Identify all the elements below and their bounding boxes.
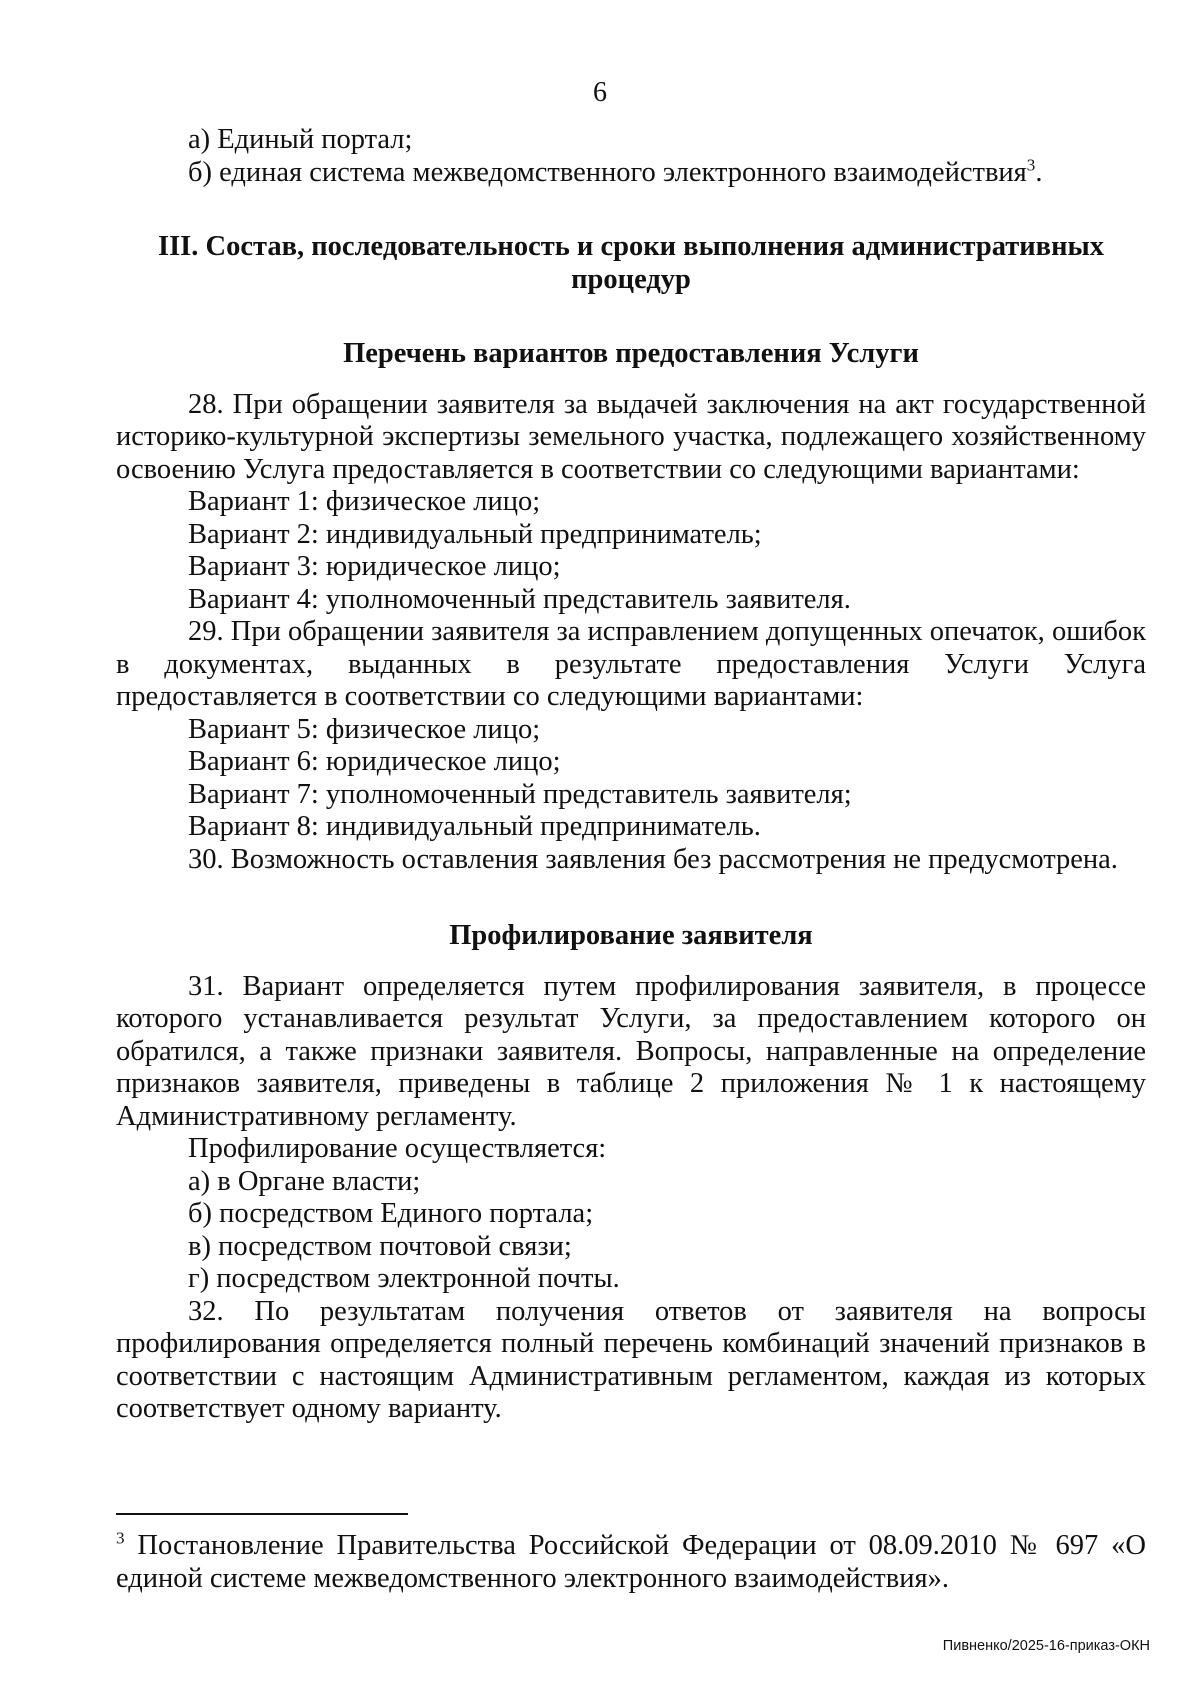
- document-stamp: Пивненко/2025-16-приказ-ОКН: [942, 1638, 1150, 1654]
- section-heading-line-2: процедур: [571, 263, 691, 295]
- variant-4: Вариант 4: уполномоченный представитель заявителя.: [188, 583, 851, 615]
- variant-8: Вариант 8: индивидуальный предприниматель.: [188, 811, 761, 842]
- paragraph-31: 31. Вариант определяется путем профилирования заявителя, в процессе которого устанавливается результат Услуги, за предоставлением которого он обратился, а также признаки заявителя. Вопросы, направленные на определение признаков заявителя, приведены в таблице 2 приложения № 1 к настоящему Административному регламенту.: [116, 970, 1146, 1132]
- variant-2: Вариант 2: индивидуальный предприниматель;: [188, 518, 762, 550]
- profiling-item-c: в) посредством почтовой связи;: [188, 1230, 572, 1262]
- list-item-a: а) Единый портал;: [188, 124, 413, 155]
- footnote-mark: 3: [116, 1528, 125, 1548]
- footnote-text: Постановление Правительства Российской Федерации от 08.09.2010 № 697 «О единой системе межведомственного электронного взаимодействия».: [116, 1530, 1146, 1594]
- footnote-ref[interactable]: 3: [1026, 155, 1036, 174]
- footnote-separator: [116, 1513, 408, 1515]
- list-item-b: б) единая система межведомственного электронного взаимодействия$^3$.: [188, 155, 1043, 188]
- page-number: 6: [593, 77, 607, 108]
- paragraph-28: 28. При обращении заявителя за выдачей заключения на акт государственной историко-культурной экспертизы земельного участка, подлежащего хозяйственному освоению Услуга предоставляется в соответствии со следующими вариантами:: [116, 388, 1146, 485]
- variant-7: Вариант 7: уполномоченный представитель заявителя;: [188, 778, 852, 810]
- section-heading-line-1: III. Состав, последовательность и сроки выполнения административных: [158, 231, 1104, 262]
- subsection-heading-profiling: Профилирование заявителя: [449, 920, 813, 951]
- profiling-item-d: г) посредством электронной почты.: [188, 1263, 620, 1294]
- variant-5: Вариант 5: физическое лицо;: [188, 713, 541, 745]
- paragraph-29: 29. При обращении заявителя за исправлением допущенных опечаток, ошибок в документах, выданных в результате предоставления Услуги Услуга предоставляется в соответствии со следующими вариантами:: [116, 616, 1146, 712]
- profiling-item-a: а) в Органе власти;: [188, 1165, 421, 1197]
- profiling-intro: Профилирование осуществляется:: [188, 1133, 607, 1164]
- footnote: [116, 1530, 1146, 1595]
- variant-3: Вариант 3: юридическое лицо;: [188, 551, 561, 582]
- variant-6: Вариант 6: юридическое лицо;: [188, 746, 561, 777]
- paragraph-32: 32. По результатам получения ответов от заявителя на вопросы профилирования определяется полный перечень комбинаций значений признаков в соответствии с настоящим Административным регламентом, каждая из которых соответствует одному варианту.: [116, 1295, 1146, 1424]
- page-content: [116, 0, 1146, 1426]
- profiling-item-b: б) посредством Единого портала;: [188, 1198, 594, 1229]
- paragraph-30: 30. Возможность оставления заявления без рассмотрения не предусмотрена.: [188, 843, 1118, 875]
- subsection-heading-variants: Перечень вариантов предоставления Услуги: [343, 338, 919, 369]
- variant-1: Вариант 1: физическое лицо;: [188, 486, 541, 517]
